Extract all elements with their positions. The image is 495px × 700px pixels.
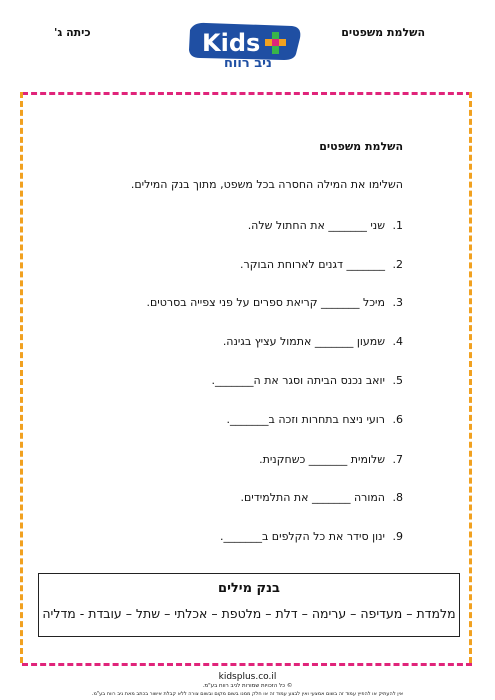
instructions: השלימו את המילה החסרה בכל משפט, מתוך בנק המילים. <box>130 178 403 191</box>
list-item <box>227 413 404 426</box>
list-item <box>220 530 403 543</box>
list-item <box>241 491 403 504</box>
worksheet-title: השלמת משפטים <box>341 26 425 39</box>
list-item <box>223 335 403 348</box>
frame-bottom-border <box>22 663 472 666</box>
sentence-text: שלומית _______ כשחקנית. <box>259 453 385 466</box>
item-number: .1 <box>392 219 403 232</box>
logo-kids-text: Kids <box>202 29 261 57</box>
logo-subtitle: ניב רווח <box>224 56 272 71</box>
item-number: .9 <box>392 530 403 543</box>
sentence-text: שני _______ את החתול שלה. <box>247 219 385 232</box>
item-number: .6 <box>392 413 403 426</box>
word-bank-title: בנק מילים <box>218 581 280 596</box>
list-item <box>259 453 403 466</box>
section-title: השלמת משפטים <box>319 140 403 153</box>
frame-right-border <box>469 92 472 663</box>
item-number: .3 <box>392 296 403 309</box>
list-item <box>212 374 403 387</box>
item-number: .2 <box>392 258 403 271</box>
footer-copyright: © כל הזכויות שמורות לניב רווח בע"מ. <box>202 683 293 689</box>
item-number: .8 <box>392 491 403 504</box>
item-number: .5 <box>392 374 403 387</box>
list-item <box>240 258 403 271</box>
sentence-text: מיכל _______ קריאת ספרים על פני צפייה בסרטים. <box>146 296 385 309</box>
frame-top-border <box>22 92 472 95</box>
item-number: .7 <box>392 453 403 466</box>
word-bank-words: מלמדת – מעדיפה – ערימה – דלת – מלטפת – אכלתי – שתל – עובדת - מדליה <box>42 606 456 621</box>
sentence-text: _______ דגנים לארוחת הבוקר. <box>240 258 385 271</box>
word-bank-box <box>38 573 460 637</box>
sentence-text: יואב נכנס הביתה וסגר את ה_______. <box>211 374 385 387</box>
list-item <box>147 296 403 309</box>
sentence-text: ינון סידר את כל הקלפים ב_______. <box>219 530 385 543</box>
list-item <box>248 219 403 232</box>
frame-left-border <box>20 92 23 663</box>
footer-site: kidsplus.co.il <box>218 672 277 682</box>
sentence-text: שמעון _______ אתמול עציץ בגינה. <box>222 335 385 348</box>
item-number: .4 <box>392 335 403 348</box>
grade-label: כיתה ג' <box>54 26 91 39</box>
sentence-text: רועי ניצח בתחרות וזכה ב_______. <box>226 413 385 426</box>
footer-legal: אין להעתיק או להפיץ עמוד זה בשום אמצעי ואין לבצע עמוד זה או חלק ממנו בשום מקום ובשום צורה ללא קבלת אישור בכתב מאת ניב רווח בע"מ. <box>91 691 404 697</box>
sentence-text: המורה _______ את התלמידים. <box>240 491 385 504</box>
